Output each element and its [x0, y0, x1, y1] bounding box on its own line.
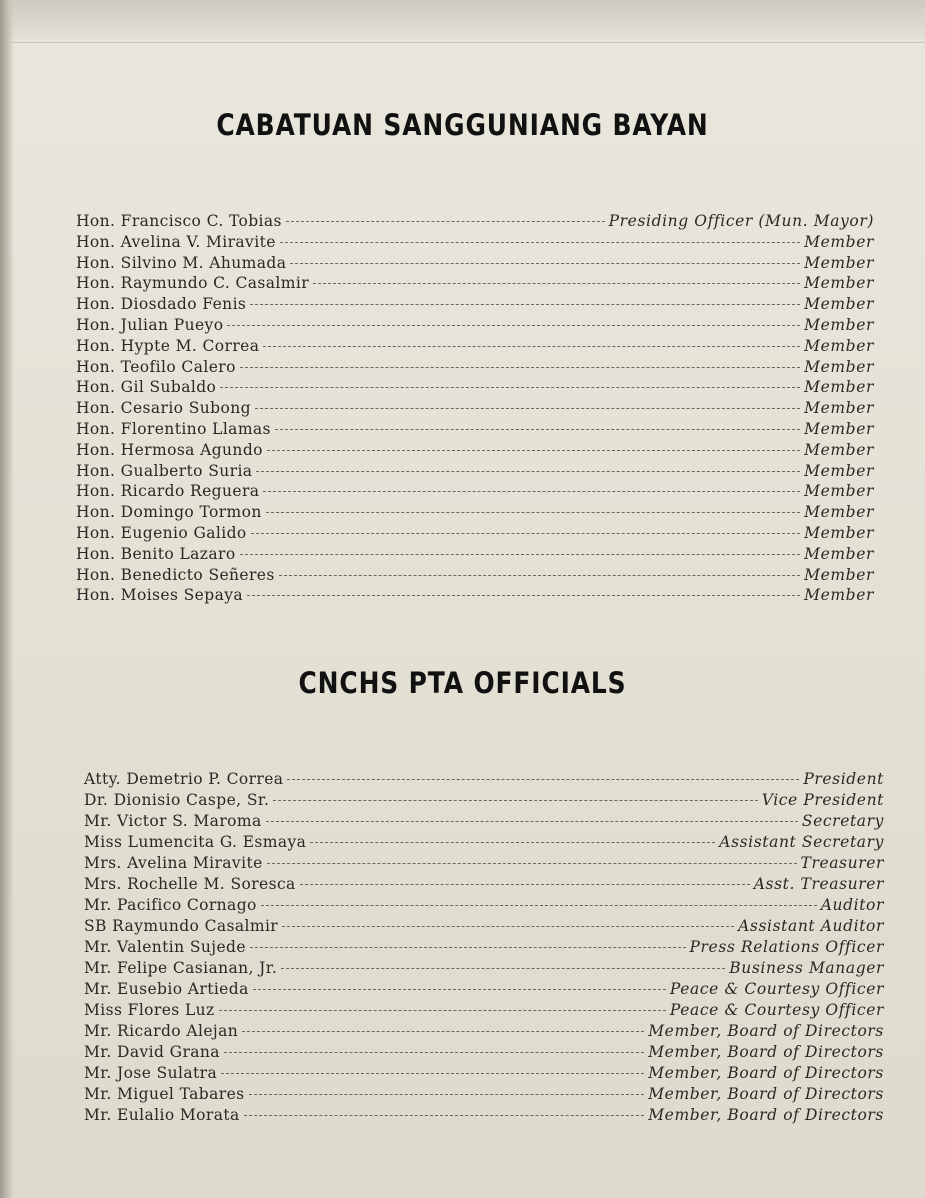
member-role: Member — [804, 274, 874, 293]
dotted-leader — [250, 304, 800, 305]
roster-row — [76, 295, 874, 316]
roster-row — [76, 233, 874, 254]
dotted-leader — [224, 1052, 644, 1053]
dotted-leader — [247, 595, 800, 596]
dotted-leader — [242, 1031, 644, 1032]
roster-row — [76, 212, 874, 233]
member-role: Vice President — [761, 791, 884, 809]
member-role: Member — [804, 544, 874, 563]
dotted-leader — [240, 367, 800, 368]
member-name: Hon. Silvino M. Ahumada — [76, 253, 287, 272]
member-role: Member, Board of Directors — [648, 1064, 884, 1082]
roster-row — [84, 812, 884, 833]
member-role: Member, Board of Directors — [648, 1043, 884, 1061]
dotted-leader — [281, 968, 725, 969]
member-name: Hon. Eugenio Galido — [76, 523, 247, 542]
member-role: Member — [804, 440, 874, 459]
roster-row — [76, 586, 874, 607]
member-role: President — [803, 770, 884, 788]
member-name: Mr. Eusebio Artieda — [84, 980, 249, 998]
member-role: Member — [804, 586, 874, 605]
roster-row — [84, 854, 884, 875]
member-name: Mr. Eulalio Morata — [84, 1106, 240, 1124]
roster-row — [84, 1001, 884, 1022]
dotted-leader — [273, 800, 757, 801]
member-name: Mr. Miguel Tabares — [84, 1085, 245, 1103]
dotted-leader — [263, 491, 800, 492]
member-role: Asst. Treasurer — [753, 875, 884, 893]
member-role: Member — [804, 357, 874, 376]
member-name: Hon. Raymundo C. Casalmir — [76, 274, 310, 293]
member-role: Peace & Courtesy Officer — [669, 1001, 884, 1019]
member-role: Member — [804, 419, 874, 438]
dotted-leader — [227, 325, 800, 326]
roster-row — [76, 254, 874, 275]
member-role: Auditor — [820, 896, 884, 914]
dotted-leader — [267, 450, 800, 451]
roster-row — [84, 1043, 884, 1064]
member-role: Assistant Auditor — [738, 917, 884, 935]
member-role: Press Relations Officer — [689, 938, 884, 956]
dotted-leader — [255, 408, 800, 409]
binding-shadow — [0, 0, 14, 1198]
roster-row — [84, 917, 884, 938]
dotted-leader — [287, 779, 799, 780]
roster-row — [76, 337, 874, 358]
member-name: Hon. Diosdado Fenis — [76, 295, 247, 314]
dotted-leader — [313, 283, 800, 284]
member-name: Hon. Ricardo Reguera — [76, 482, 260, 501]
member-role: Assistant Secretary — [719, 833, 884, 851]
dotted-leader — [310, 842, 715, 843]
member-role: Member — [804, 482, 874, 501]
dotted-leader — [300, 884, 750, 885]
dotted-leader — [253, 989, 666, 990]
member-name: Mr. David Grana — [84, 1043, 220, 1061]
roster-row — [76, 462, 874, 483]
member-name: Mr. Valentin Sujede — [84, 938, 246, 956]
pta-officials-roster — [84, 770, 884, 1127]
section-title-pta-officials: CNCHS PTA OFFICIALS — [298, 666, 627, 700]
roster-row — [84, 791, 884, 812]
member-role: Member, Board of Directors — [648, 1106, 884, 1124]
dotted-leader — [249, 1094, 645, 1095]
dotted-leader — [267, 863, 797, 864]
member-role: Member — [804, 232, 874, 251]
member-role: Member — [804, 399, 874, 418]
roster-row — [76, 399, 874, 420]
member-name: Hon. Gualberto Suria — [76, 461, 253, 480]
dotted-leader — [266, 821, 798, 822]
member-name: Hon. Francisco C. Tobias — [76, 212, 282, 230]
member-role: Member — [804, 253, 874, 272]
roster-row — [76, 274, 874, 295]
member-role: Treasurer — [800, 854, 884, 872]
member-name: Hon. Julian Pueyo — [76, 315, 224, 334]
section-title-sangguniang-bayan: CABATUAN SANGGUNIANG BAYAN — [216, 108, 709, 142]
member-role: Secretary — [801, 812, 884, 830]
member-name: Hon. Moises Sepaya — [76, 586, 244, 605]
member-name: Mr. Felipe Casianan, Jr. — [84, 959, 278, 977]
member-name: Mrs. Rochelle M. Soresca — [84, 875, 296, 893]
member-name: Hon. Benedicto Señeres — [76, 565, 275, 584]
roster-row — [76, 358, 874, 379]
dotted-leader — [279, 575, 800, 576]
roster-row — [84, 770, 884, 791]
member-role: Presiding Officer (Mun. Mayor) — [608, 212, 874, 230]
roster-row — [84, 1106, 884, 1127]
dotted-leader — [263, 346, 800, 347]
roster-row — [84, 959, 884, 980]
dotted-leader — [261, 905, 817, 906]
member-name: Atty. Demetrio P. Correa — [84, 770, 284, 788]
member-name: Hon. Teofilo Calero — [76, 357, 236, 376]
roster-row — [84, 875, 884, 896]
roster-row — [84, 1064, 884, 1085]
dotted-leader — [256, 471, 800, 472]
member-role: Peace & Courtesy Officer — [669, 980, 884, 998]
dotted-leader — [290, 263, 800, 264]
roster-row — [76, 503, 874, 524]
dotted-leader — [240, 554, 801, 555]
dotted-leader — [266, 512, 800, 513]
dotted-leader — [250, 947, 686, 948]
member-name: Hon. Hermosa Agundo — [76, 440, 263, 459]
roster-row — [76, 316, 874, 337]
member-name: Hon. Florentino Llamas — [76, 419, 271, 438]
dotted-leader — [221, 1073, 644, 1074]
roster-row — [84, 1085, 884, 1106]
member-name: Hon. Domingo Tormon — [76, 503, 262, 522]
member-name: Hon. Avelina V. Miravite — [76, 232, 276, 251]
member-name: Mr. Victor S. Maroma — [84, 812, 262, 830]
roster-row — [76, 420, 874, 441]
member-role: Member, Board of Directors — [648, 1022, 884, 1040]
member-role: Member — [804, 461, 874, 480]
member-name: Mrs. Avelina Miravite — [84, 854, 263, 872]
member-name: Hon. Hypte M. Correa — [76, 336, 260, 355]
member-name: Miss Flores Luz — [84, 1001, 215, 1019]
member-role: Member — [804, 315, 874, 334]
roster-row — [76, 482, 874, 503]
member-name: Dr. Dionisio Caspe, Sr. — [84, 791, 270, 809]
member-name: Hon. Benito Lazaro — [76, 544, 236, 563]
roster-row — [76, 524, 874, 545]
member-role: Member — [804, 565, 874, 584]
dotted-leader — [280, 242, 800, 243]
dotted-leader — [220, 387, 800, 388]
roster-row — [76, 545, 874, 566]
roster-row — [84, 833, 884, 854]
roster-row — [84, 938, 884, 959]
member-role: Business Manager — [729, 959, 884, 977]
dotted-leader — [244, 1115, 645, 1116]
dotted-leader — [275, 429, 800, 430]
member-name: SB Raymundo Casalmir — [84, 917, 279, 935]
roster-row — [84, 980, 884, 1001]
member-name: Hon. Cesario Subong — [76, 399, 251, 418]
member-name: Mr. Ricardo Alejan — [84, 1022, 239, 1040]
dotted-leader — [251, 533, 800, 534]
member-role: Member — [804, 523, 874, 542]
member-role: Member — [804, 503, 874, 522]
member-role: Member — [804, 336, 874, 355]
roster-row — [76, 566, 874, 587]
member-role: Member — [804, 378, 874, 397]
roster-row — [76, 441, 874, 462]
member-name: Miss Lumencita G. Esmaya — [84, 833, 307, 851]
member-name: Mr. Pacifico Cornago — [84, 896, 257, 914]
dotted-leader — [219, 1010, 666, 1011]
member-role: Member, Board of Directors — [648, 1085, 884, 1103]
dotted-leader — [286, 221, 605, 222]
sangguniang-bayan-roster — [76, 212, 874, 607]
roster-row — [84, 1022, 884, 1043]
member-name: Mr. Jose Sulatra — [84, 1064, 218, 1082]
roster-row — [76, 378, 874, 399]
member-name: Hon. Gil Subaldo — [76, 378, 217, 397]
page-top-edge — [0, 0, 925, 43]
dotted-leader — [282, 926, 734, 927]
member-role: Member — [804, 295, 874, 314]
roster-row — [84, 896, 884, 917]
